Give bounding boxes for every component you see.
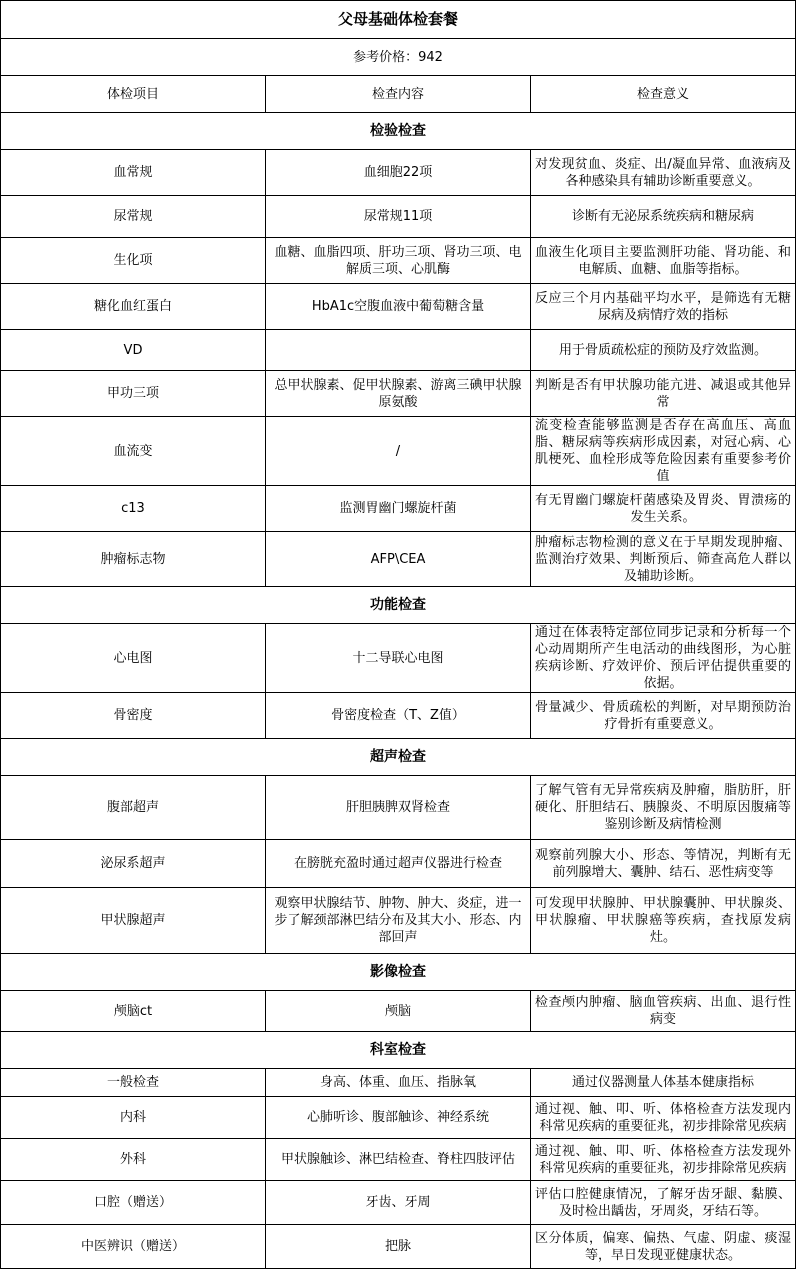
content-cell: / [266,417,531,486]
section-header-department [1,1032,796,1069]
content-cell: AFP\CEA [266,532,531,587]
section-header-imaging [1,954,796,991]
item-cell: 一般检查 [1,1069,266,1097]
section-title: 影像检查 [1,954,796,991]
content-cell: 尿常规11项 [266,196,531,238]
section-title: 科室检查 [1,1032,796,1069]
meaning-cell: 观察前列腺大小、形态、等情况，判断有无前列腺增大、囊肿、结石、恶性病变等 [531,840,796,888]
table-row [1,238,796,284]
package-title: 父母基础体检套餐 [1,1,796,39]
table-row [1,486,796,532]
item-cell: 糖化血红蛋白 [1,284,266,330]
item-cell: 甲状腺超声 [1,888,266,954]
table-row [1,888,796,954]
section-title: 检验检查 [1,113,796,150]
section-header-function [1,587,796,624]
table-row [1,150,796,196]
content-cell: 监测胃幽门螺旋杆菌 [266,486,531,532]
item-cell: 生化项 [1,238,266,284]
meaning-cell: 有无胃幽门螺旋杆菌感染及胃炎、胃溃疡的发生关系。 [531,486,796,532]
item-cell: 尿常规 [1,196,266,238]
meaning-cell: 骨量减少、骨质疏松的判断，对早期预防治疗骨折有重要意义。 [531,693,796,739]
meaning-cell: 评估口腔健康情况，了解牙齿牙龈、黏膜、及时检出龋齿，牙周炎，牙结石等。 [531,1181,796,1225]
section-header-lab [1,113,796,150]
price-row [1,39,796,76]
item-cell: 中医辨识（赠送） [1,1225,266,1269]
item-cell: 泌尿系超声 [1,840,266,888]
meaning-cell: 对发现贫血、炎症、出/凝血异常、血液病及各种感染具有辅助诊断重要意义。 [531,150,796,196]
item-cell: 甲功三项 [1,371,266,417]
meaning-cell: 区分体质，偏寒、偏热、气虚、阴虚、痰湿等，早日发现亚健康状态。 [531,1225,796,1269]
header-item: 体检项目 [1,76,266,113]
content-cell: 十二导联心电图 [266,624,531,693]
content-cell [266,330,531,371]
meaning-cell: 可发现甲状腺肿、甲状腺囊肿、甲状腺炎、甲状腺瘤、甲状腺癌等疾病，查找原发病灶。 [531,888,796,954]
content-cell: 观察甲状腺结节、肿物、肿大、炎症，进一步了解颈部淋巴结分布及其大小、形态、内部回声 [266,888,531,954]
meaning-cell: 通过仪器测量人体基本健康指标 [531,1069,796,1097]
meaning-cell: 血液生化项目主要监测肝功能、肾功能、和电解质、血糖、血脂等指标。 [531,238,796,284]
table-row [1,532,796,587]
item-cell: 颅脑ct [1,991,266,1032]
content-cell: 身高、体重、血压、指脉氧 [266,1069,531,1097]
table-row [1,371,796,417]
section-header-ultrasound [1,739,796,776]
section-title: 功能检查 [1,587,796,624]
table-row [1,417,796,486]
content-cell: HbA1c空腹血液中葡萄糖含量 [266,284,531,330]
header-content: 检查内容 [266,76,531,113]
table-row [1,1139,796,1181]
item-cell: 外科 [1,1139,266,1181]
meaning-cell: 检查颅内肿瘤、脑血管疾病、出血、退行性病变 [531,991,796,1032]
content-cell: 肝胆胰脾双肾检查 [266,776,531,840]
meaning-cell: 反应三个月内基础平均水平，是筛选有无糖尿病及病情疗效的指标 [531,284,796,330]
table-row [1,624,796,693]
content-cell: 在膀胱充盈时通过超声仪器进行检查 [266,840,531,888]
header-row [1,76,796,113]
meaning-cell: 用于骨质疏松症的预防及疗效监测。 [531,330,796,371]
meaning-cell: 通过在体表特定部位同步记录和分析每一个心动周期所产生电活动的曲线图形，为心脏疾病诊断、疗效评价、预后评估提供重要的依据。 [531,624,796,693]
content-cell: 血糖、血脂四项、肝功三项、肾功三项、电解质三项、心肌酶 [266,238,531,284]
item-cell: 口腔（赠送） [1,1181,266,1225]
content-cell: 血细胞22项 [266,150,531,196]
table-row [1,776,796,840]
item-cell: 腹部超声 [1,776,266,840]
meaning-cell: 通过视、触、叩、听、体格检查方法发现内科常见疾病的重要征兆，初步排除常见疾病 [531,1097,796,1139]
table-row [1,1181,796,1225]
item-cell: 心电图 [1,624,266,693]
table-row [1,1225,796,1269]
table-row [1,840,796,888]
item-cell: VD [1,330,266,371]
item-cell: c13 [1,486,266,532]
meaning-cell: 了解气管有无异常疾病及肿瘤，脂肪肝，肝硬化、肝胆结石、胰腺炎、不明原因腹痛等鉴别诊断及病情检测 [531,776,796,840]
meaning-cell: 流变检查能够监测是否存在高血压、高血脂、糖尿病等疾病形成因素，对冠心病、心肌梗死、血栓形成等危险因素有重要参考价值 [531,417,796,486]
price-line: 参考价格：942 [1,39,796,76]
content-cell: 总甲状腺素、促甲状腺素、游离三碘甲状腺原氨酸 [266,371,531,417]
item-cell: 内科 [1,1097,266,1139]
table-row [1,991,796,1032]
table-row [1,1069,796,1097]
content-cell: 把脉 [266,1225,531,1269]
item-cell: 血流变 [1,417,266,486]
title-row [1,1,796,39]
table-row [1,1097,796,1139]
header-meaning: 检查意义 [531,76,796,113]
meaning-cell: 通过视、触、叩、听、体格检查方法发现外科常见疾病的重要征兆，初步排除常见疾病 [531,1139,796,1181]
table-row [1,284,796,330]
section-title: 超声检查 [1,739,796,776]
meaning-cell: 判断是否有甲状腺功能亢进、减退或其他异常 [531,371,796,417]
content-cell: 颅脑 [266,991,531,1032]
content-cell: 甲状腺触诊、淋巴结检查、脊柱四肢评估 [266,1139,531,1181]
item-cell: 血常规 [1,150,266,196]
meaning-cell: 肿瘤标志物检测的意义在于早期发现肿瘤、监测治疗效果、判断预后、筛查高危人群以及辅助诊断。 [531,532,796,587]
table-row [1,693,796,739]
item-cell: 骨密度 [1,693,266,739]
content-cell: 牙齿、牙周 [266,1181,531,1225]
checkup-table-body [1,1,796,1269]
meaning-cell: 诊断有无泌尿系统疾病和糖尿病 [531,196,796,238]
content-cell: 骨密度检查（T、Z值） [266,693,531,739]
content-cell: 心肺听诊、腹部触诊、神经系统 [266,1097,531,1139]
item-cell: 肿瘤标志物 [1,532,266,587]
table-row [1,330,796,371]
table-row [1,196,796,238]
